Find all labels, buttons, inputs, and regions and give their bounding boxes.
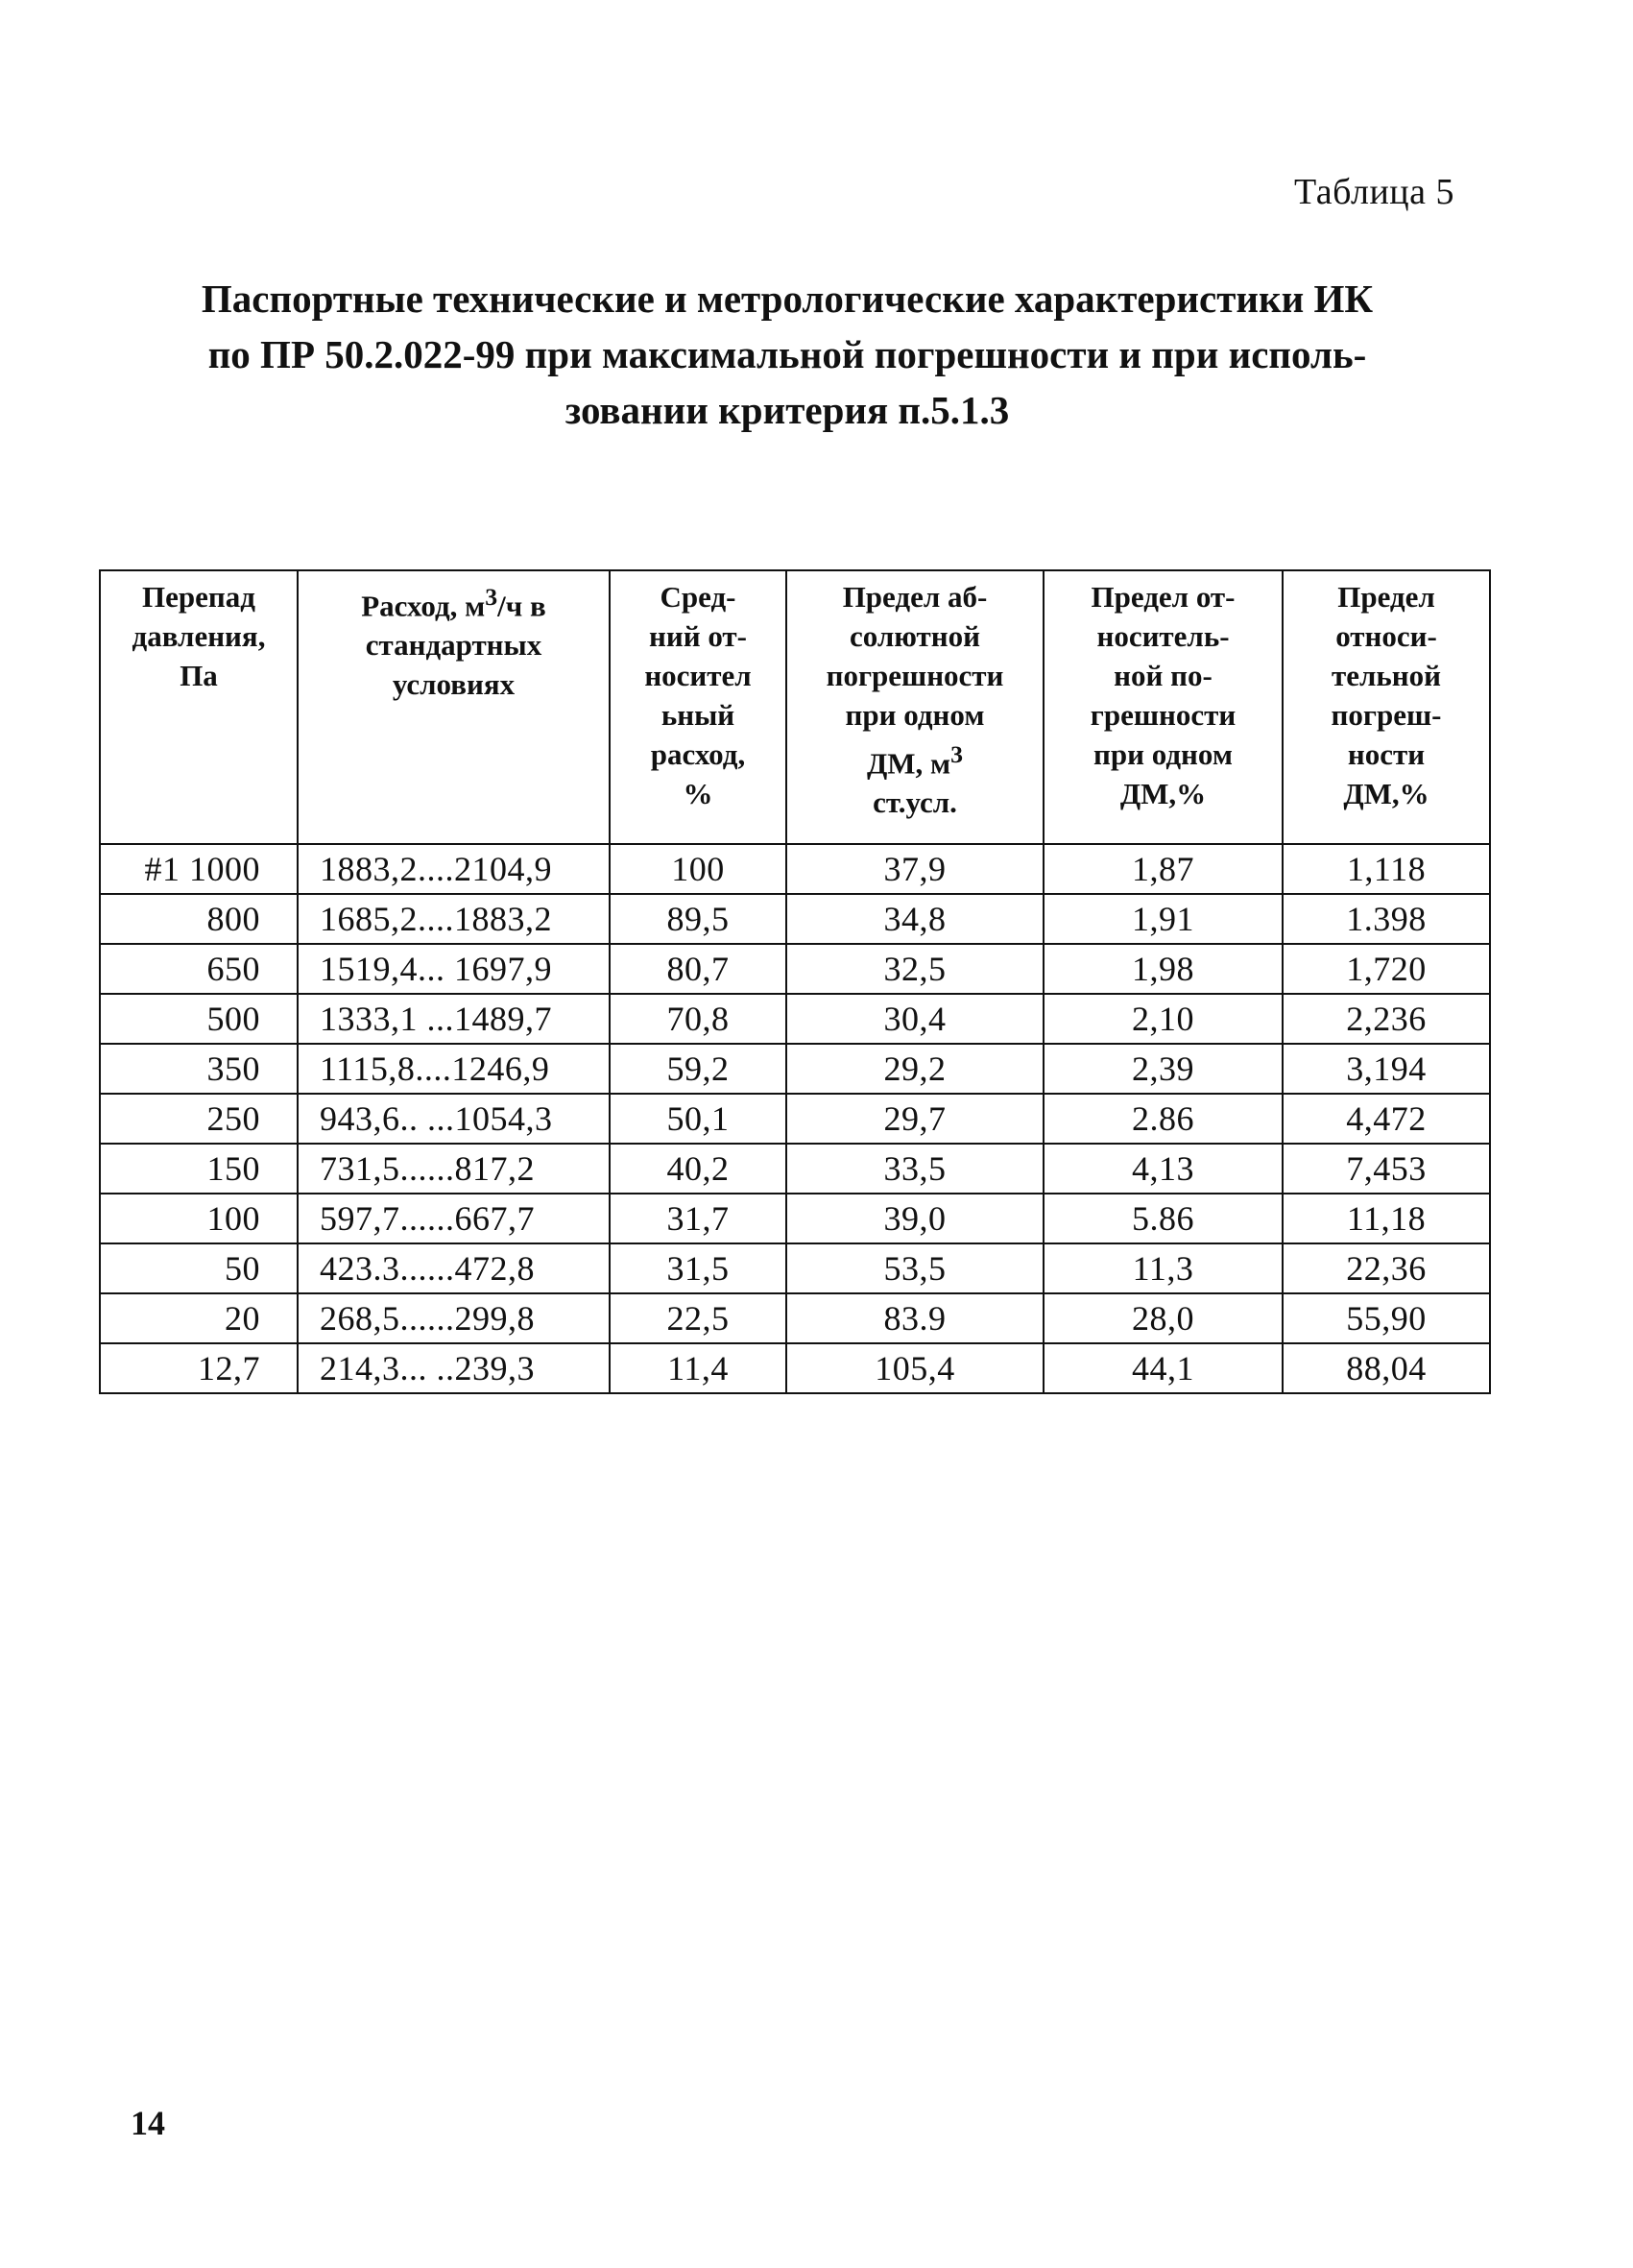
cell-mean-relative-flow: 40,2	[610, 1144, 786, 1194]
cell-relative-error-limit: 11,18	[1283, 1194, 1490, 1243]
table-row	[100, 1194, 1490, 1243]
cell-mean-relative-flow: 50,1	[610, 1094, 786, 1144]
header-mean-relative-flow: Сред- ний от- носител ьный расход, %	[610, 570, 786, 844]
cell-relative-error-limit: 1.398	[1283, 894, 1490, 944]
cell-flow-rate: 597,7......667,7	[298, 1194, 610, 1243]
header-absolute-error-limit: Предел аб- солютной погрешности при одном ДМ, $м^3$ ст.усл.	[786, 570, 1044, 844]
cell-mean-relative-flow: 59,2	[610, 1044, 786, 1094]
cell-relative-error-limit: 1,118	[1283, 844, 1490, 894]
cell-flow-rate: 731,5......817,2	[298, 1144, 610, 1194]
cell-relative-error-limit-one: 2.86	[1044, 1094, 1283, 1144]
cell-mean-relative-flow: 100	[610, 844, 786, 894]
header-row	[100, 570, 1490, 844]
title-line-1: Паспортные технические и метрологические характеристики ИК	[201, 277, 1374, 321]
cell-flow-rate: 1333,1 ...1489,7	[298, 994, 610, 1044]
cell-mean-relative-flow: 31,7	[610, 1194, 786, 1243]
cell-pressure-drop: 50	[100, 1243, 298, 1293]
table-row	[100, 1094, 1490, 1144]
cell-relative-error-limit-one: 11,3	[1044, 1243, 1283, 1293]
cell-relative-error-limit: 7,453	[1283, 1144, 1490, 1194]
page-number: 14	[131, 2104, 165, 2142]
title-line-3: зовании критерия п.5.1.3	[564, 388, 1010, 432]
cell-relative-error-limit-one: 4,13	[1044, 1144, 1283, 1194]
cell-relative-error-limit-one: 1,91	[1044, 894, 1283, 944]
cell-relative-error-limit-one: 44,1	[1044, 1343, 1283, 1393]
cell-pressure-drop: 800	[100, 894, 298, 944]
cell-relative-error-limit: 55,90	[1283, 1293, 1490, 1343]
header-pressure-drop: Перепад давления, Па	[100, 570, 298, 844]
title-line-2: по ПР 50.2.022-99 при максимальной погрешности и при исполь-	[207, 332, 1367, 376]
cell-pressure-drop: 150	[100, 1144, 298, 1194]
table-row	[100, 1293, 1490, 1343]
cell-mean-relative-flow: 89,5	[610, 894, 786, 944]
cell-mean-relative-flow: 11,4	[610, 1343, 786, 1393]
cell-pressure-drop: 650	[100, 944, 298, 994]
cell-pressure-drop: 250	[100, 1094, 298, 1144]
cell-pressure-drop: 20	[100, 1293, 298, 1343]
cell-absolute-error-limit: 29,7	[786, 1094, 1044, 1144]
table-body	[100, 844, 1490, 1393]
cell-pressure-drop: 12,7	[100, 1343, 298, 1393]
cell-flow-rate: 214,3... ..239,3	[298, 1343, 610, 1393]
header-relative-error-limit: Предел относи- тельной погреш- ности ДМ,%	[1283, 570, 1490, 844]
table-row	[100, 1243, 1490, 1293]
table-label: Таблица 5	[1293, 172, 1454, 212]
cell-flow-rate: 1115,8....1246,9	[298, 1044, 610, 1094]
cell-absolute-error-limit: 83.9	[786, 1293, 1044, 1343]
cell-absolute-error-limit: 37,9	[786, 844, 1044, 894]
cell-relative-error-limit: 88,04	[1283, 1343, 1490, 1393]
cell-pressure-drop: #1 1000	[100, 844, 298, 894]
table-row	[100, 1044, 1490, 1094]
cell-relative-error-limit: 3,194	[1283, 1044, 1490, 1094]
cell-flow-rate: 943,6.. ...1054,3	[298, 1094, 610, 1144]
cell-flow-rate: 1519,4... 1697,9	[298, 944, 610, 994]
cell-relative-error-limit-one: 1,87	[1044, 844, 1283, 894]
cell-relative-error-limit-one: 2,39	[1044, 1044, 1283, 1094]
cell-absolute-error-limit: 39,0	[786, 1194, 1044, 1243]
table-row	[100, 844, 1490, 894]
document-title	[96, 271, 1478, 438]
cell-relative-error-limit-one: 5.86	[1044, 1194, 1283, 1243]
cell-absolute-error-limit: 105,4	[786, 1343, 1044, 1393]
cell-relative-error-limit-one: 1,98	[1044, 944, 1283, 994]
cell-absolute-error-limit: 53,5	[786, 1243, 1044, 1293]
cell-absolute-error-limit: 34,8	[786, 894, 1044, 944]
cell-absolute-error-limit: 29,2	[786, 1044, 1044, 1094]
cell-absolute-error-limit: 30,4	[786, 994, 1044, 1044]
header-relative-error-limit-one: Предел от- носитель- ной по- грешности при одном ДМ,%	[1044, 570, 1283, 844]
table-header	[100, 570, 1490, 844]
cell-mean-relative-flow: 31,5	[610, 1243, 786, 1293]
cell-mean-relative-flow: 80,7	[610, 944, 786, 994]
cell-mean-relative-flow: 22,5	[610, 1293, 786, 1343]
cell-relative-error-limit-one: 2,10	[1044, 994, 1283, 1044]
cell-flow-rate: 423.3......472,8	[298, 1243, 610, 1293]
characteristics-table	[99, 569, 1491, 1394]
table-row	[100, 994, 1490, 1044]
header-flow-rate: Расход, $м^3/ч$ в стандартных условиях	[298, 570, 610, 844]
table-row	[100, 1343, 1490, 1393]
table-row	[100, 1144, 1490, 1194]
cell-pressure-drop: 350	[100, 1044, 298, 1094]
cell-relative-error-limit: 2,236	[1283, 994, 1490, 1044]
cell-relative-error-limit: 4,472	[1283, 1094, 1490, 1144]
cell-relative-error-limit: 22,36	[1283, 1243, 1490, 1293]
cell-flow-rate: 1685,2....1883,2	[298, 894, 610, 944]
cell-relative-error-limit: 1,720	[1283, 944, 1490, 994]
cell-absolute-error-limit: 32,5	[786, 944, 1044, 994]
table-row	[100, 944, 1490, 994]
table-row	[100, 894, 1490, 944]
cell-absolute-error-limit: 33,5	[786, 1144, 1044, 1194]
cell-relative-error-limit-one: 28,0	[1044, 1293, 1283, 1343]
cell-mean-relative-flow: 70,8	[610, 994, 786, 1044]
cell-pressure-drop: 100	[100, 1194, 298, 1243]
cell-pressure-drop: 500	[100, 994, 298, 1044]
cell-flow-rate: 1883,2....2104,9	[298, 844, 610, 894]
cell-flow-rate: 268,5......299,8	[298, 1293, 610, 1343]
